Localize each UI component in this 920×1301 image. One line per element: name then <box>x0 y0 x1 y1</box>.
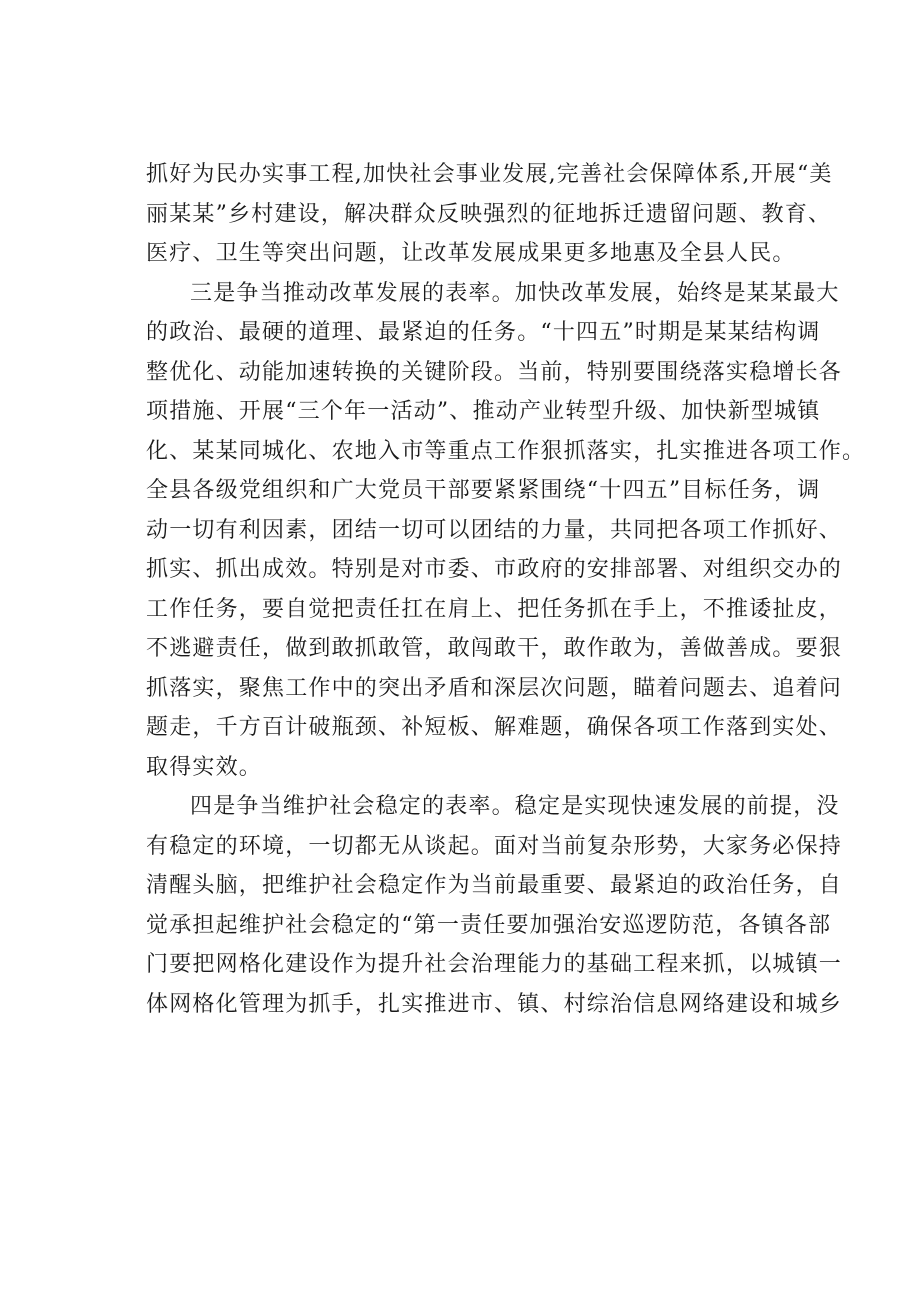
text-line: 觉承担起维护社会稳定的“第一责任要加强治安巡逻防范，各镇各部 <box>146 912 832 938</box>
text-line: 抓好为民办实事工程,加快社会事业发展,完善社会保障体系,开展“美 <box>146 162 833 187</box>
text-line: 体网格化管理为抓手，扎实推进市、镇、村综治信息网络建设和城乡 <box>146 991 843 1017</box>
text-line: 题走，千方百计破瓶颈、补短板、解难题，确保各项工作落到实处、 <box>146 715 843 740</box>
text-line: 全县各级党组织和广大党员干部要紧紧围绕“十四五”目标任务，调 <box>146 478 821 503</box>
text-line: 医疗、卫生等突出问题，让改革发展成果更多地惠及全县人民。 <box>146 241 796 266</box>
text-line: 不逃避责任，做到敢抓敢管，敢闯敢干，敢作敢为，善做善成。要狠 <box>146 636 843 661</box>
text-line: 化、某某同城化、农地入市等重点工作狠抓落实，扎实推进各项工作。 <box>146 438 866 464</box>
text-line: 清醒头脑，把维护社会稳定作为当前最重要、最紧迫的政治任务，自 <box>146 873 843 898</box>
text-line: 动一切有利因素，团结一切可以团结的力量，共同把各项工作抓好、 <box>146 517 843 543</box>
text-line: 抓实、抓出成效。特别是对市委、市政府的安排部署、对组织交办的 <box>146 557 843 582</box>
text-line: 丽某某”乡村建设，解决群众反映强烈的征地拆迁遗留问题、教育、 <box>146 201 832 227</box>
text-line: 整优化、动能加速转换的关键阶段。当前，特别要围绕落实稳增长各 <box>146 359 843 385</box>
text-line: 抓落实，聚焦工作中的突出矛盾和深层次问题，瞄着问题去、追着问 <box>146 675 843 701</box>
text-line: 取得实效。 <box>146 754 263 780</box>
text-line: 的政治、最硬的道理、最紧迫的任务。“十四五”时期是某某结构调 <box>146 320 821 345</box>
paragraph-start-line: 四是争当维护社会稳定的表率。稳定是实现快速发展的前提，没 <box>190 794 840 819</box>
body-text <box>146 155 866 1024</box>
paragraph-start-line: 三是争当推动改革发展的表率。加快改革发展，始终是某某最大 <box>190 280 840 306</box>
text-line: 门要把网格化建设作为提升社会治理能力的基础工程来抓，以城镇一 <box>146 952 843 977</box>
text-line: 有稳定的环境，一切都无从谈起。面对当前复杂形势，大家务必保持 <box>146 833 843 859</box>
text-line: 项措施、开展“三个年一活动”、推动产业转型升级、加快新型城镇 <box>146 399 821 424</box>
text-line: 工作任务，要自觉把责任扛在肩上、把任务抓在手上，不推诿扯皮， <box>146 596 843 622</box>
